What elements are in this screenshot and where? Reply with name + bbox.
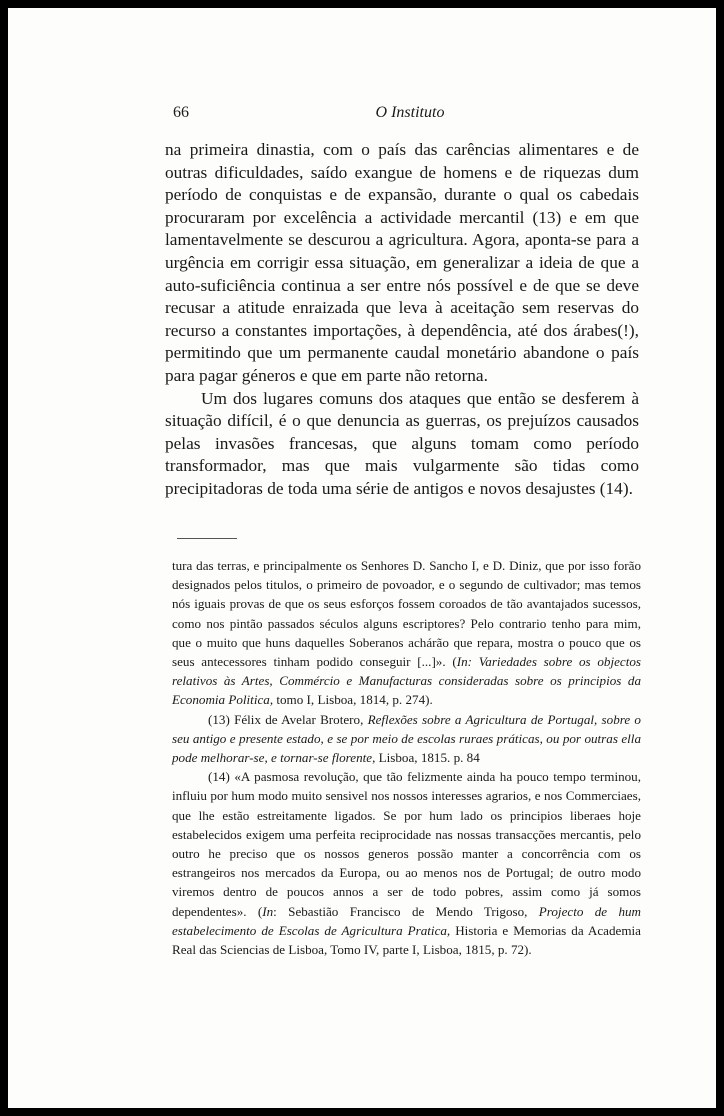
footnote-text: Lisboa, 1815. p. 84	[375, 750, 480, 766]
footnote-text: : Sebastião Francisco de Mendo Trigoso,	[273, 903, 539, 919]
running-title: O Instituto	[375, 104, 445, 121]
footnote-title: Projecto de hum estabelecimento de Escolas de Agricultura Pratica,	[172, 903, 641, 938]
footnote-continuation	[172, 556, 641, 710]
footnote-text: tomo I, Lisboa, 1814, p. 274).	[273, 692, 433, 708]
footnote-separator	[177, 538, 237, 539]
page-number: 66	[173, 104, 189, 121]
main-text	[165, 139, 639, 501]
footnote-13	[172, 710, 641, 768]
footnote-text: (14) «A pasmosa revolução, que tão felizmente ainda ha pouco tempo terminou, influiu por hum modo muito sensivel nos nossos interesses agrarios, e nos Commerciaes, que lhe estão estreitamente ligados. Se por hum lado os principios liberaes hoje estabelecidos exigem uma perfeita reciprocidade nas nossas transacções mercantis, pelo outro he preciso que os nossos generos possão manter a concorrência com os estrangeiros nos mercados da Europa, ou ao menos nos de Portugal; de outro modo viremos dentro de poucos annos a ser de todo pobres, assim como já somos dependentes». (	[172, 769, 641, 919]
footnote-in-label: In:	[456, 654, 473, 670]
footnote-title: Reflexões sobre a Agricultura de Portugal, sobre o seu antigo e presente estado, e se por meio de escolas ruraes práticas, ou por outras ella pode melhorar-se, e tornar-se florente,	[172, 711, 641, 766]
footnote-text: Historia e Memorias da Academia Real das Sciencias de Lisboa, Tomo IV, parte I, Lisboa, 1815, p. 72).	[172, 922, 641, 958]
paragraph: Um dos lugares comuns dos ataques que então se desferem à situação difícil, é o que denuncia as guerras, os prejuízos causados pelas invasões francesas, que alguns tomam como período transformador, mas que mais vulgarmente são tidas como precipitadoras de toda uma série de antigos e novos desajustes (14).	[165, 388, 639, 498]
paragraph: na primeira dinastia, com o país das carências alimentares e de outras dificuldades, saído exangue de homens e de riquezas dum período de conquistas e de expansão, durante o qual os cabedais procuraram por excelência a actividade mercantil (13) e em que lamentavelmente se descurou a agricultura. Agora, aponta-se para a urgência em corrigir essa situação, em generalizar a ideia de que a auto-suficiência continua a ser entre nós possível e de que se deve recusar a atitude enraizada que leva à aceitação sem reservas do recurso a constantes importações, à dependência, até dos árabes(!), permitindo que um permanente caudal monetário abandone o país para pagar géneros e que em parte não retorna.	[165, 140, 639, 385]
page-header	[173, 104, 647, 124]
footnote-14	[172, 767, 641, 959]
footnote-in-label: In	[262, 903, 274, 919]
footnote-text: (13) Félix de Avelar Brotero,	[208, 711, 368, 727]
footnotes	[172, 556, 641, 959]
footnote-text: tura das terras, e principalmente os Senhores D. Sancho I, e D. Diniz, que por isso forão designados pelos titulos, o primeiro de povoador, e o segundo de cultivador; mas temos nós iguais provas de que os seus esforços fossem coroados de tão avantajados sucessos, como nos pintão passados séculos alguns escriptores? Pelo contrario tenho para mim, que o muito que huns daquelles Soberanos achárão que repara, mostra o pouco que os seus antecessores tinham podido conseguir [...]». (	[172, 558, 641, 670]
footnote-title: Variedades sobre os objectos relativos às Artes, Commércio e Manufacturas consideradas sobre os principios da Economia Politica,	[172, 654, 642, 708]
